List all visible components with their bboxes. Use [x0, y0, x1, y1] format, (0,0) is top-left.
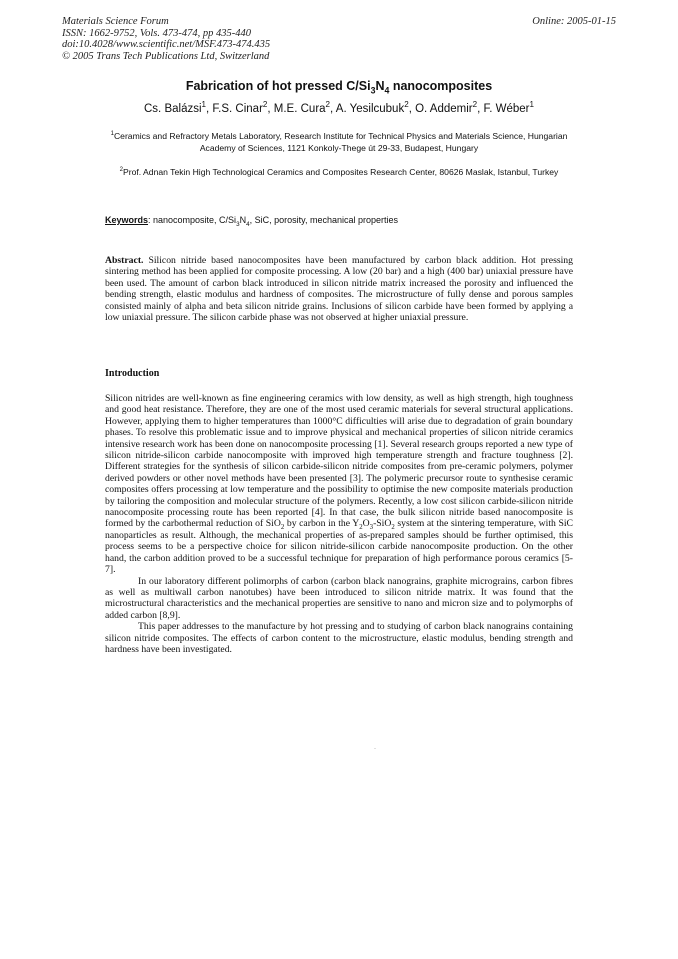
abstract-text: Silicon nitride based nanocomposites have been manufactured by carbon black addition. Hot pressing sintering method has been applied for composite processing. A low (20 bar) and a high (400 bar) uniaxial pressure have been used. The amount of carbon black introduced in silicon nitride matrix increased the porosity and influenced the bending strength, elastic modulus and hardness of composites. The microstructure of fully dense and porous samples consisted mainly of alpha and beta silicon nitride grains. Inclusions of silicon carbide have been formed by applying a low uniaxial pressure. The silicon carbide phase was not observed at higher uniaxial pressure. [105, 255, 573, 324]
author-name: F. Wéber [483, 103, 530, 115]
keywords-subscript: 3 [236, 220, 240, 228]
keywords-label: Keywords [105, 215, 149, 225]
journal-name: Materials Science Forum [62, 16, 169, 27]
intro-paragraph-3: This paper addresses to the manufacture by hot pressing and to studying of carbon black nanograins containing silicon nitride composites. The effects of carbon content to the microstructure, elastic modulus, bending strength and hardness have been investigated. [105, 621, 573, 655]
author-name: O. Addemir [415, 103, 473, 115]
affiliation-2 [100, 166, 578, 178]
author-affiliation-mark: 2 [325, 100, 331, 110]
author-affiliation-mark: 1 [201, 100, 207, 110]
chem-subscript: 3 [369, 524, 374, 532]
journal-header [62, 16, 270, 62]
keywords [105, 215, 398, 228]
affiliation-text: Ceramics and Refractory Metals Laboratory, Research Institute for Technical Physics and Materials Science, Hungarian Academy of Sciences, 1121 Konkoly-Thege út 29-33, Budapest, Hungary [113, 131, 568, 153]
paragraph-text: O [362, 518, 370, 530]
title-part: Fabrication of hot pressed C/Si [185, 79, 371, 93]
chem-subscript: 2 [280, 524, 285, 532]
abstract-label: Abstract. [105, 255, 144, 266]
chem-subscript: 2 [359, 524, 363, 532]
author-name: Cs. Balázsi [144, 103, 202, 115]
intro-paragraph-1 [105, 393, 573, 576]
paragraph-text: -SiO [373, 518, 392, 530]
doi-line: doi:10.4028/www.scientific.net/MSF.473-474.435 [62, 39, 271, 50]
title-subscript: 4 [384, 85, 390, 96]
author-name: A. Yesilcubuk [335, 103, 405, 115]
affiliation-text: Prof. Adnan Tekin High Technological Ceramics and Composites Research Center, 80626 Maslak, Istanbul, Turkey [123, 167, 559, 177]
issn-line: ISSN: 1662-9752, Vols. 473-474, pp 435-440 [62, 27, 251, 39]
abstract [105, 255, 573, 323]
keywords-text: , SiC, porosity, mechanical properties [249, 215, 398, 225]
paragraph-text: system at the sintering temperature, with SiC nanoparticles as result. Although, the mechanical properties of as-prepared samples should be further optimised, this process seems to be a perspective choice for silicon nitride-silicon carbide nanocomposite production. On the other hand, the carbon addition proved to be a successful technique for preparation of high performance porous ceramics [5-7]. [105, 518, 573, 576]
affiliation-1 [100, 130, 578, 154]
introduction-body [105, 393, 573, 655]
affiliation-number: 2 [119, 167, 123, 174]
page-dot-mark: · [374, 746, 376, 752]
intro-paragraph-2: In our laboratory different polimorphs of carbon (carbon black nanograins, graphite micrograins, carbon fibres as well as multiwall carbon nanotubes) have been introduced to silicon nitride matrix. It was found that the microstructural characteristics and the mechanical properties are sensitive to nano and micron size and to polymorphs of added carbon [8,9]. [105, 575, 573, 621]
author-list: Cs. Balázsi$^1$, F.S. Cinar$^2$, M.E. Cura$^2$, A. Yesilcubuk$^2$, O. Addemir$^2$, F. Wéber$^1$ [144, 100, 534, 115]
copyright-line: © 2005 Trans Tech Publications Ltd, Switzerland [62, 50, 270, 62]
author-name: F.S. Cinar [212, 103, 263, 115]
title-part: nanocomposites [389, 79, 493, 93]
author-affiliation-mark: 1 [529, 100, 534, 110]
author-affiliation-mark: 2 [404, 100, 409, 110]
online-date: Online: 2005-01-15 [532, 16, 616, 27]
affiliation-number: 1 [110, 131, 114, 138]
chem-subscript: 2 [391, 524, 395, 532]
author-affiliation-mark: 2 [262, 100, 268, 110]
author-name: M.E. Cura [273, 103, 326, 115]
keywords-text: : nanocomposite, C/Si [148, 215, 237, 225]
paragraph-text: Silicon nitrides are well-known as fine engineering ceramics with low density, as well as high strength, high toughness and good heat resistance. Therefore, they are one of the most used ceramic materials for several structural applications. However, applying them to higher temperatures than 1000°C difficulties will arise due to degradation of grain boundary phases. To resolve this problematic issue and to improve physical and mechanical properties of silicon nitride ceramics intensive research work has been done on nanocomposite processing [1]. Several research groups reported a new type of silicon nitride-silicon carbide nanocomposite with improved high temperature strength and fracture toughness [2]. Different strategies for the synthesis of silicon carbide-silicon nitride composites from pre-ceramic polymers, polymer derived powders or other novel methods have been presented [3]. The polymeric precursor route to synthesise ceramic composites offers processing at low temperature and the possibility to optimise the new composite materials production by tailoring the composition and molecular structure of the polymers. Recently, a low cost silicon carbide-silicon nitride nanocomposite processing route has been reported [4]. In that case, the bulk silicon nitride based nanocomposite is formed by the carbothermal reduction of SiO [105, 393, 573, 530]
introduction-heading: Introduction [105, 368, 160, 379]
title-part: N [375, 79, 385, 93]
keywords-subscript: 4 [246, 220, 250, 228]
title-subscript: 3 [370, 85, 376, 96]
keywords-text: N [239, 215, 247, 225]
author-affiliation-mark: 2 [472, 100, 478, 110]
paper-title [0, 79, 678, 96]
paragraph-text: by carbon in the Y [284, 518, 360, 530]
